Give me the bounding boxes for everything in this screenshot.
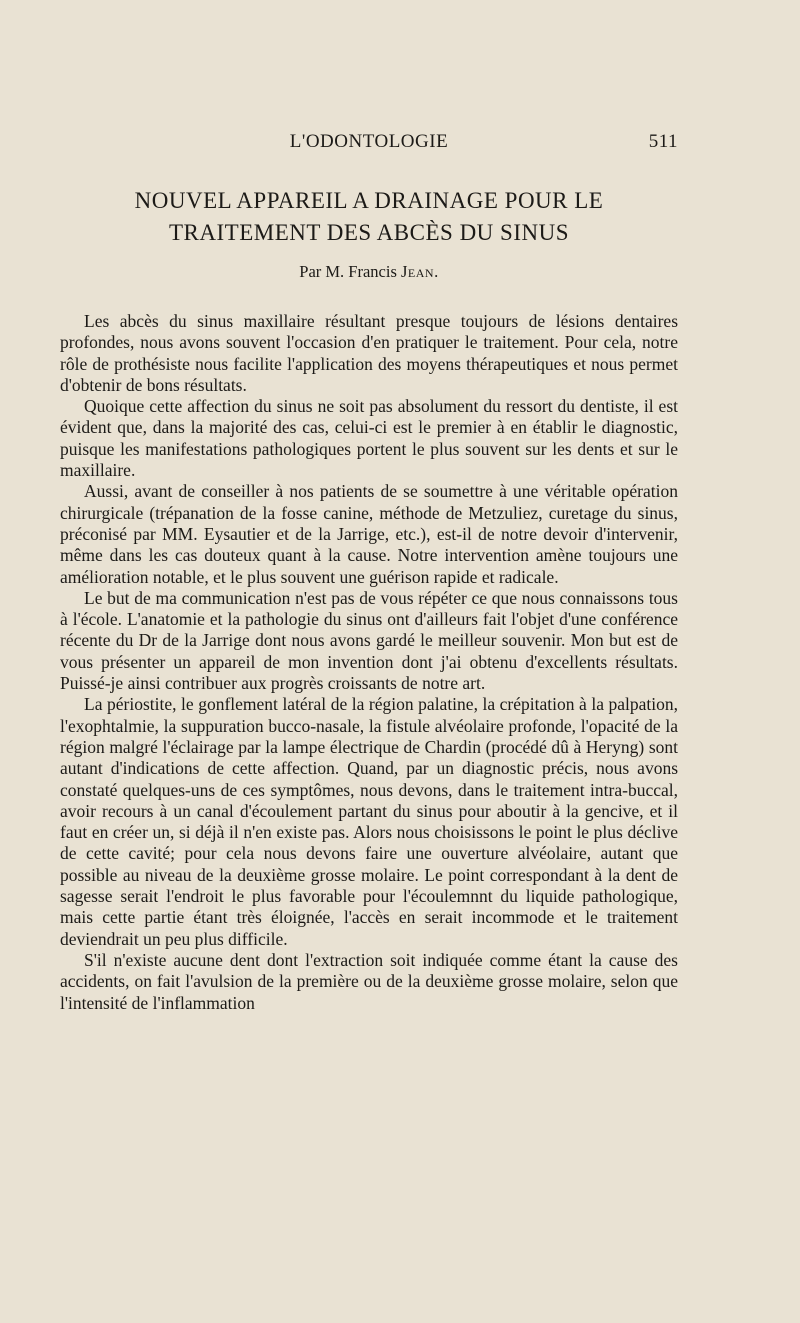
paragraph: Les abcès du sinus maxillaire résultant presque toujours de lésions dentaires profondes, nous avons souvent l'occasion d'en pratiquer le traitement. Pour cela, notre rôle de prothésiste nous facilite l'application des moyens thérapeutiques et nous permet d'obtenir de bons résultats. <box>60 311 678 395</box>
page-number: 511 <box>648 131 678 152</box>
running-head <box>60 131 678 155</box>
paragraph: Le but de ma communication n'est pas de vous répéter ce que nous connaissons tous à l'école. L'anatomie et la pathologie du sinus ont d'ailleurs fait l'objet d'une conférence récente du Dr de la Jarrige dont nous avons gardé le meilleur souvenir. Mon but est de vous présenter un appareil de mon invention dont j'ai obtenu d'excellents résultats. Puissé-je ainsi contribuer aux progrès croissants de notre art. <box>60 587 678 694</box>
article-body <box>60 311 678 1014</box>
byline-prefix: Par M. Francis <box>299 262 397 281</box>
article-title: NOUVEL APPAREIL A DRAINAGE POUR LE TRAITEMENT DES ABCÈS DU SINUS <box>134 188 604 245</box>
running-title: L'ODONTOLOGIE <box>289 131 449 152</box>
author-surname: Jean. <box>401 262 439 281</box>
paragraph: La périostite, le gonflement latéral de la région palatine, la crépitation à la palpation, l'exophtalmie, la suppuration bucco-nasale, la fistule alvéolaire profonde, l'opacité de la région malgré l'éclairage par la lampe électrique de Chardin (procédé dû à Heryng) sont autant d'indications de cette affection. Quand, par un diagnostic précis, nous avons constaté quelques-uns de ces symptômes, nous devons, dans le traitement intra-buccal, avoir recours à un canal d'écoulement partant du sinus pour aboutir à la gencive, et il faut en créer un, si déjà il n'en existe pas. Alors nous choisissons le point le plus déclive de cette cavité; pour cela nous devons faire une ouverture alvéolaire, autant que possible au niveau de la deuxième grosse molaire. Le point correspondant à la dent de sagesse serait l'endroit le plus favorable pour l'écoulemnnt du liquide pathologique, mais cette partie étant très éloignée, l'accès en serait incommode et le traitement deviendrait un peu plus difficile. <box>60 694 678 949</box>
byline <box>60 262 678 282</box>
paragraph: Quoique cette affection du sinus ne soit pas absolument du ressort du dentiste, il est évident que, dans la majorité des cas, celui-ci est le premier à en établir le diagnostic, puisque les manifestations pathologiques portent le plus souvent sur les dents et sur le maxillaire. <box>60 396 678 481</box>
paragraph: Aussi, avant de conseiller à nos patients de se soumettre à une véritable opération chirurgicale (trépanation de la fosse canine, méthode de Metzuliez, curetage du sinus, préconisé par MM. Eysautier et de la Jarrige, etc.), est-il de notre devoir d'intervenir, même dans les cas douteux quant à la cause. Notre intervention amène toujours une amélioration notable, et le plus souvent une guérison rapide et radicale. <box>60 481 678 587</box>
paragraph: S'il n'existe aucune dent dont l'extraction soit indiquée comme étant la cause des accidents, on fait l'avulsion de la première ou de la deuxième grosse molaire, selon que l'intensité de l'inflammation <box>60 949 678 1013</box>
